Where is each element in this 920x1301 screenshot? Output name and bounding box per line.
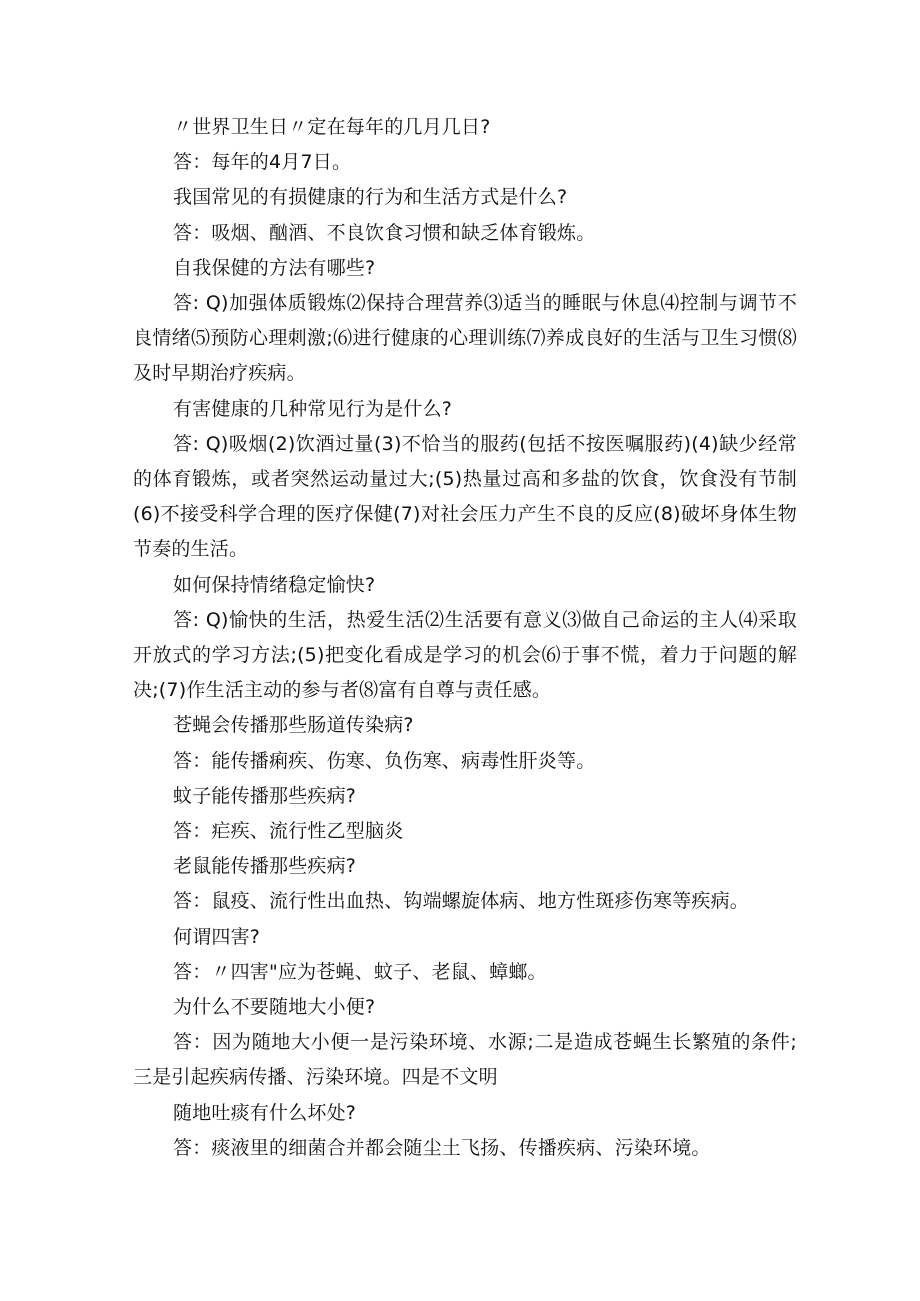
answer-world-health-day: 答：每年的4月7日。 xyxy=(173,151,352,174)
answer-four-pests: 答：〃四害"应为苍蝇、蚊子、老鼠、蟑螂。 xyxy=(173,960,547,983)
question-four-pests: 何谓四害? xyxy=(173,925,261,948)
answer-spitting: 答：痰液里的细菌合并都会随尘土飞扬、传播疾病、污染环境。 xyxy=(173,1136,711,1159)
question-emotional-stability: 如何保持情绪稳定愉快? xyxy=(173,573,376,596)
answer-mosquito-diseases: 答：疟疾、流行性乙型脑炎 xyxy=(173,820,404,843)
answer-fly-diseases: 答：能传播痢疾、伤寒、负伤寒、病毒性肝炎等。 xyxy=(173,749,596,772)
answer-unhealthy-behaviors: 答：吸烟、酗酒、不良饮食习惯和缺乏体育锻炼。 xyxy=(173,221,596,244)
question-fly-diseases: 苍蝇会传播那些肠道传染病? xyxy=(173,714,414,737)
answer-rat-diseases: 答：鼠疫、流行性出血热、钩端螺旋体病、地方性斑疹伤寒等疾病。 xyxy=(173,890,750,913)
question-mosquito-diseases: 蚊子能传播那些疾病? xyxy=(173,784,357,807)
question-self-care-methods: 自我保健的方法有哪些? xyxy=(173,256,376,279)
question-public-urination: 为什么不要随地大小便? xyxy=(173,996,376,1019)
question-spitting: 随地吐痰有什么坏处? xyxy=(173,1101,357,1124)
document-body xyxy=(133,110,797,1166)
question-unhealthy-behaviors: 我国常见的有损健康的行为和生活方式是什么? xyxy=(173,186,568,209)
question-world-health-day: 〃世界卫生日〃定在每年的几月几日? xyxy=(173,116,491,138)
question-harmful-behaviors: 有害健康的几种常见行为是什么? xyxy=(173,397,453,420)
answer-harmful-behaviors: 答: Q)吸烟(2)饮酒过量(3)不恰当的服药(包括不按医嘱服药)(4)缺少经常的体育锻炼，或者突然运动量过大;(5)热量过高和多盐的饮食，饮食没有节制(6)不接受科学合理的医疗保健(7)对社会压力产生不良的反应(8)破坏身体生物节奏的生活。 xyxy=(133,432,797,561)
answer-self-care-methods: 答: Q)加强体质锻炼⑵保持合理营养⑶适当的睡眠与休息⑷控制与调节不良情绪⑸预防心理刺激;⑹进行健康的心理训练⑺养成良好的生活与卫生习惯⑻及时早期治疗疾病。 xyxy=(133,292,797,385)
answer-emotional-stability: 答: Q)愉快的生活，热爱生活⑵生活要有意义⑶做自己命运的主人⑷采取开放式的学习方法;(5)把变化看成是学习的机会⑹于事不慌，着力于问题的解决;(7)作生活主动的参与者⑻富有自尊与责任感。 xyxy=(133,608,797,702)
answer-public-urination: 答：因为随地大小便一是污染环境、水源;二是造成苍蝇生长繁殖的条件;三是引起疾病传播、污染环境。四是不文明 xyxy=(133,1031,797,1089)
question-rat-diseases: 老鼠能传播那些疾病? xyxy=(173,855,357,878)
